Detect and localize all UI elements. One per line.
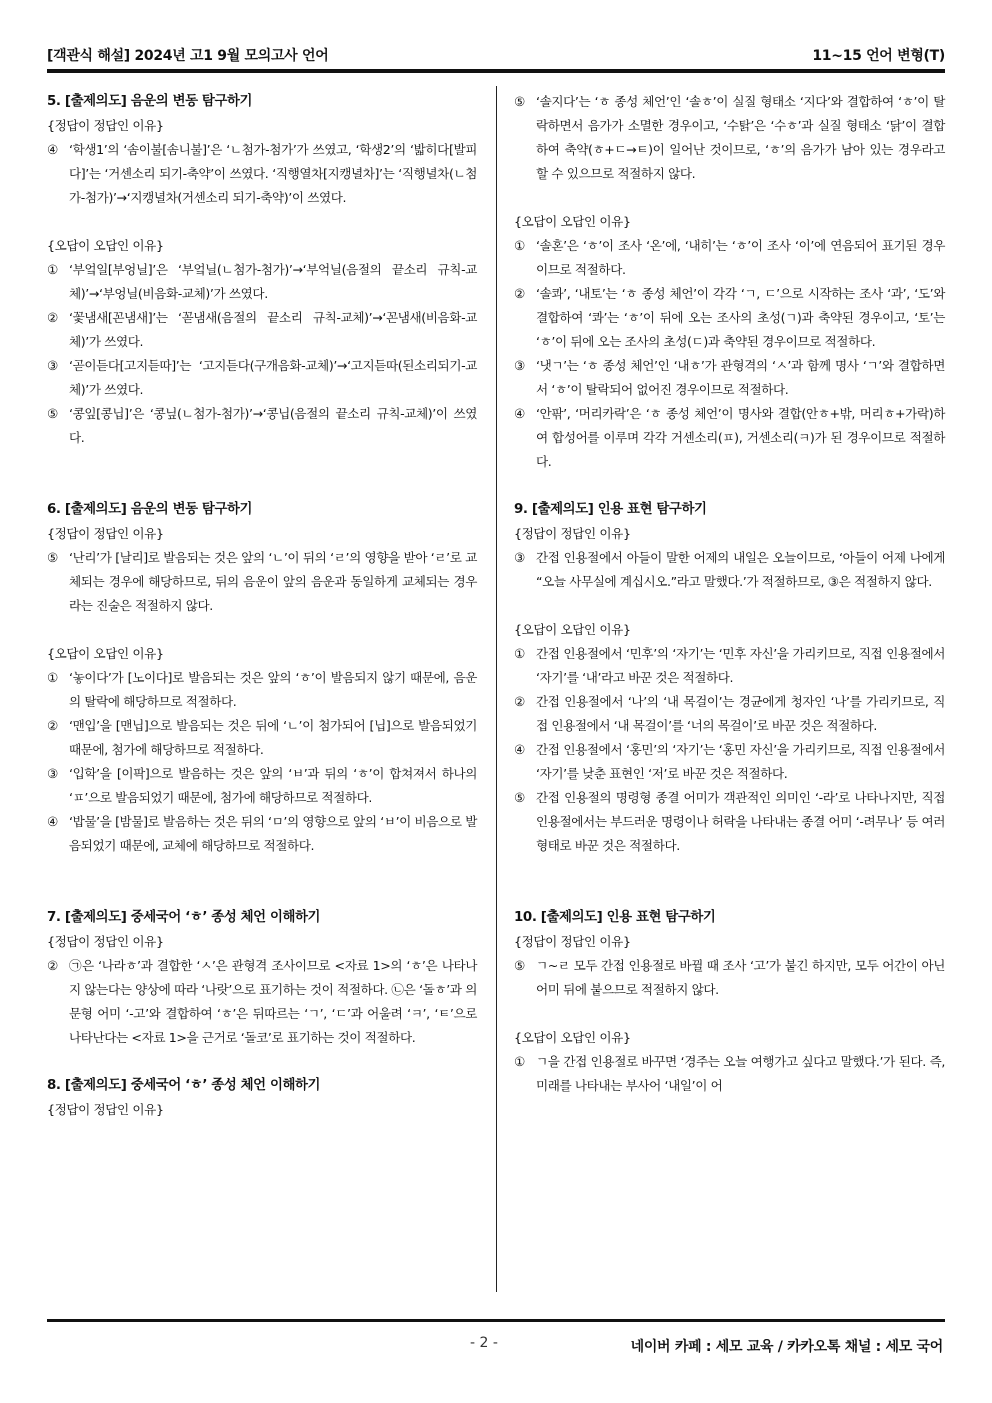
q10-title: 10. [출제의도] 인용 표현 탐구하기 xyxy=(514,910,716,925)
item-text: ‘솔지다’는 ‘ㅎ 종성 체언’인 ‘솔ㅎ’이 실질 형태소 ‘지다’와 결합하여 ‘ㅎ’이 탈락하면서 음가가 소멸한 경우이고, ‘수탉’은 ‘수ㅎ’과 실질 형태소 ‘닭’이 결합하여 축약(ㅎ+ㄷ→ㅌ)이 일어난 것이므로, ‘ㅎ’의 음가가 남아 있는 경우라고 할 수 있으므로 적절하지 않다. xyxy=(536,94,945,181)
q9-wrong-item xyxy=(514,642,945,690)
item-text: ‘학생1’의 ‘솜이불[솜니불]’은 ‘ㄴ첨가-첨가’가 쓰였고, ‘학생2’의 ‘밟히다[발피다]’는 ‘거센소리 되기-축약’이 쓰였다. ‘직행열차[지캥녈차]’는 ‘직행녈차(ㄴ첨가-첨가)’→‘지캥녈차(거센소리 되기-축약)’이 쓰였다. xyxy=(69,142,477,205)
item-text: ‘안팎’, ‘머리카락’은 ‘ㅎ 종성 체언’이 명사와 결합(안ㅎ+밖, 머리ㅎ+가락)하여 합성어를 이루며 각각 거센소리(ㅍ), 거센소리(ㅋ)가 된 경우이므로 적절하다. xyxy=(536,406,945,469)
header-rule xyxy=(47,69,945,73)
footer-channel-info: 네이버 카페 : 세모 교육 / 카카오톡 채널 : 세모 국어 xyxy=(630,1339,943,1355)
page-header xyxy=(47,44,945,66)
item-text: ‘부엌일[부엉닐]’은 ‘부엌닐(ㄴ첨가-첨가)’→‘부억닐(음절의 끝소리 규칙-교체)’→‘부엉닐(비음화-교체)’가 쓰였다. xyxy=(69,262,477,301)
item-text: ‘솔혼’은 ‘ㅎ’이 조사 ‘온’에, ‘내히’는 ‘ㅎ’이 조사 ‘이’에 연음되어 표기된 경우이므로 적절하다. xyxy=(536,238,945,277)
q5-section xyxy=(47,90,477,450)
item-number: ④ xyxy=(47,142,58,157)
item-number: ① xyxy=(47,262,58,277)
q8-correct-label: {정답이 정답인 이유} xyxy=(47,1102,164,1117)
item-text: 간접 인용절에서 ‘나’의 ‘내 목걸이’는 경균에게 청자인 ‘나’를 가리키므로, 직접 인용절에서 ‘내 목걸이’를 ‘너의 목걸이’로 바꾼 것은 적절하다. xyxy=(536,694,945,733)
item-number: ① xyxy=(514,646,525,661)
q5-wrong-item xyxy=(47,306,477,354)
item-number: ① xyxy=(514,238,525,253)
item-text: 간접 인용절에서 ‘홍민’의 ‘자기’는 ‘홍민 자신’을 가리키므로, 직접 인용절에서 ‘자기’를 낮춘 표현인 ‘저’로 바꾼 것은 적절하다. xyxy=(536,742,945,781)
item-number: ① xyxy=(47,670,58,685)
q9-wrong-item xyxy=(514,738,945,786)
q5-wrong-item xyxy=(47,402,477,450)
q9-correct-item xyxy=(514,546,945,594)
item-number: ⑤ xyxy=(514,958,525,973)
item-number: ② xyxy=(514,694,525,709)
q7-correct-label: {정답이 정답인 이유} xyxy=(47,934,164,949)
q7-section xyxy=(47,906,477,1050)
item-number: ② xyxy=(514,286,525,301)
q10-wrong-item xyxy=(514,1050,945,1098)
q8-title: 8. [출제의도] 중세국어 ‘ㅎ’ 종성 체언 이해하기 xyxy=(47,1078,321,1093)
q8-wrong-item xyxy=(514,354,945,402)
item-number: ③ xyxy=(47,358,58,373)
q6-section xyxy=(47,498,477,858)
q6-wrong-label: {오답이 오답인 이유} xyxy=(47,646,164,661)
column-divider xyxy=(496,86,497,1292)
item-text: ‘냇ㄱ’는 ‘ㅎ 종성 체언’인 ‘내ㅎ’가 관형격의 ‘ㅅ’과 함께 명사 ‘ㄱ’와 결합하면서 ‘ㅎ’이 탈락되어 없어진 경우이므로 적절하다. xyxy=(536,358,945,397)
item-text: ‘콩잎[콩닙]’은 ‘콩닢(ㄴ첨가-첨가)’→‘콩닙(음절의 끝소리 규칙-교체)’이 쓰였다. xyxy=(69,406,477,445)
q10-wrong-label: {오답이 오답인 이유} xyxy=(514,1030,631,1045)
item-text: ‘솔콰’, ‘내토’는 ‘ㅎ 종성 체언’이 각각 ‘ㄱ, ㄷ’으로 시작하는 조사 ‘과’, ‘도’와 결합하여 ‘콰’는 ‘ㅎ’이 뒤에 오는 조사의 초성(ㄱ)과 축약된 경우이고, ‘토’는 ‘ㅎ’이 뒤에 오는 조사의 초성(ㄷ)과 축약된 경우이므로 적절하다. xyxy=(536,286,945,349)
item-text: ‘입학’을 [이팍]으로 발음하는 것은 앞의 ‘ㅂ’과 뒤의 ‘ㅎ’이 합쳐져서 하나의 ‘ㅍ’으로 발음되었기 때문에, 첨가에 해당하므로 적절하다. xyxy=(69,766,477,805)
q8-wrong-item xyxy=(514,402,945,474)
q10-correct-item xyxy=(514,954,945,1002)
item-number: ⑤ xyxy=(47,406,58,421)
item-text: ‘맨입’을 [맨닙]으로 발음되는 것은 뒤에 ‘ㄴ’이 첨가되어 [닙]으로 발음되었기 때문에, 첨가에 해당하므로 적절하다. xyxy=(69,718,477,757)
q6-wrong-item xyxy=(47,810,477,858)
item-number: ⑤ xyxy=(47,550,58,565)
q8-wrong-item xyxy=(514,282,945,354)
item-text: ‘곧이듣다[고지듣따]’는 ‘고지듣다(구개음화-교체)’→‘고지듣따(된소리되기-교체)’가 쓰였다. xyxy=(69,358,477,397)
q9-wrong-item xyxy=(514,690,945,738)
item-number: ④ xyxy=(47,814,58,829)
q5-correct-item xyxy=(47,138,477,210)
q7-title: 7. [출제의도] 중세국어 ‘ㅎ’ 종성 체언 이해하기 xyxy=(47,910,321,925)
q9-wrong-item xyxy=(514,786,945,858)
left-column xyxy=(47,90,477,1122)
footer-rule xyxy=(47,1319,945,1322)
item-number: ③ xyxy=(47,766,58,781)
item-number: ② xyxy=(47,310,58,325)
item-number: ④ xyxy=(514,742,525,757)
item-number: ④ xyxy=(514,406,525,421)
item-text: 간접 인용절에서 ‘민후’의 ‘자기’는 ‘민후 자신’을 가리키므로, 직접 인용절에서 ‘자기’를 ‘내’라고 바꾼 것은 적절하다. xyxy=(536,646,945,685)
item-text: ㄱ~ㄹ 모두 간접 인용절로 바뀔 때 조사 ‘고’가 붙긴 하지만, 모두 어간이 아닌 어미 뒤에 붙으므로 적절하지 않다. xyxy=(536,958,945,997)
q10-section xyxy=(514,906,945,1098)
q8-continued xyxy=(514,90,945,474)
item-number: ② xyxy=(47,958,58,973)
item-text: ㉠은 ‘나라ㅎ’과 결합한 ‘ㅅ’은 관형격 조사이므로 <자료 1>의 ‘ㅎ’은 나타나지 않는다는 양상에 따라 ‘나랏’으로 표기하는 것이 적절하다. ㉡은 ‘돌ㅎ’과 의문형 어미 ‘-고’와 결합하여 ‘ㅎ’은 뒤따르는 ‘ㄱ’, ‘ㄷ’과 어울려 ‘ㅋ’, ‘ㅌ’으로 나타난다는 <자료 1>을 근거로 ‘돌코’로 표기하는 것이 적절하다. xyxy=(69,958,477,1045)
right-column xyxy=(514,90,945,1098)
q8-section xyxy=(47,1074,477,1122)
item-text: ‘놓이다’가 [노이다]로 발음되는 것은 앞의 ‘ㅎ’이 발음되지 않기 때문에, 음운의 탈락에 해당하므로 적절하다. xyxy=(69,670,477,709)
item-number: ⑤ xyxy=(514,790,525,805)
q9-title: 9. [출제의도] 인용 표현 탐구하기 xyxy=(514,502,707,517)
item-text: ㄱ을 간접 인용절로 바꾸면 ‘경주는 오늘 여행가고 싶다고 말했다.’가 된다. 즉, 미래를 나타내는 부사어 ‘내일’이 어 xyxy=(536,1054,945,1093)
page-number: - 2 - xyxy=(470,1335,498,1351)
q8-correct-item xyxy=(514,90,945,186)
q6-wrong-item xyxy=(47,714,477,762)
q5-wrong-item xyxy=(47,354,477,402)
item-number: ③ xyxy=(514,358,525,373)
item-text: ‘밥물’을 [밤물]로 발음하는 것은 뒤의 ‘ㅁ’의 영향으로 앞의 ‘ㅂ’이 비음으로 발음되었기 때문에, 교체에 해당하므로 적절하다. xyxy=(69,814,477,853)
q6-title: 6. [출제의도] 음운의 변동 탐구하기 xyxy=(47,502,253,517)
q9-section xyxy=(514,498,945,858)
q8-wrong-item xyxy=(514,234,945,282)
item-text: ‘꽃냄새[꼰냄새]’는 ‘꼳냄새(음절의 끝소리 규칙-교체)’→‘꼰냄새(비음화-교체)’가 쓰였다. xyxy=(69,310,477,349)
header-range: 11~15 언어 변형(T) xyxy=(812,48,945,64)
q8-wrong-label: {오답이 오답인 이유} xyxy=(514,214,631,229)
q6-correct-label: {정답이 정답인 이유} xyxy=(47,526,164,541)
q6-wrong-item xyxy=(47,762,477,810)
q10-correct-label: {정답이 정답인 이유} xyxy=(514,934,631,949)
item-number: ① xyxy=(514,1054,525,1069)
q5-wrong-item xyxy=(47,258,477,306)
item-number: ③ xyxy=(514,550,525,565)
item-text: 간접 인용절의 명령형 종결 어미가 객관적인 의미인 ‘-라’로 나타나지만, 직접 인용절에서는 부드러운 명령이나 허락을 나타내는 종결 어미 ‘-려무나’ 등 여러 형태로 바꾼 것은 적절하다. xyxy=(536,790,945,853)
q9-wrong-label: {오답이 오답인 이유} xyxy=(514,622,631,637)
q5-correct-label: {정답이 정답인 이유} xyxy=(47,118,164,133)
item-number: ⑤ xyxy=(514,94,525,109)
header-title: [객관식 해설] 2024년 고1 9월 모의고사 언어 xyxy=(47,48,329,64)
item-text: 간접 인용절에서 아들이 말한 어제의 내일은 오늘이므로, ‘아들이 어제 나에게 “오늘 사무실에 계십시오.”라고 말했다.’가 적절하므로, ③은 적절하지 않다. xyxy=(536,550,945,589)
q6-wrong-item xyxy=(47,666,477,714)
q5-wrong-label: {오답이 오답인 이유} xyxy=(47,238,164,253)
q6-correct-item xyxy=(47,546,477,618)
q9-correct-label: {정답이 정답인 이유} xyxy=(514,526,631,541)
q5-title: 5. [출제의도] 음운의 변동 탐구하기 xyxy=(47,94,253,109)
q7-correct-item xyxy=(47,954,477,1050)
item-number: ② xyxy=(47,718,58,733)
item-text: ‘난리’가 [날리]로 발음되는 것은 앞의 ‘ㄴ’이 뒤의 ‘ㄹ’의 영향을 받아 ‘ㄹ’로 교체되는 경우에 해당하므로, 뒤의 음운이 앞의 음운과 동일하게 교체되는 경우라는 진술은 적절하지 않다. xyxy=(69,550,477,613)
